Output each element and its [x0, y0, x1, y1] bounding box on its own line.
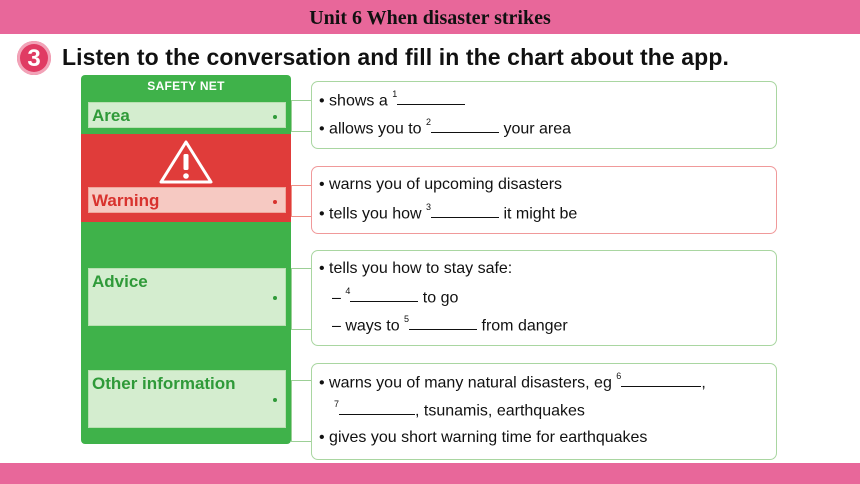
warning-line-2: • tells you how $^3$ it might be: [319, 202, 578, 223]
answer-blank-4[interactable]: [350, 289, 418, 302]
warning-line-1: • warns you of upcoming disasters: [319, 176, 563, 193]
exercise-instruction: Listen to the conversation and fill in the chart about the app.: [62, 44, 729, 70]
warning-triangle-icon: [158, 139, 214, 185]
advice-line-3: – ways to $^5$ from danger: [332, 314, 568, 335]
other-info-box: [311, 363, 777, 460]
answer-blank-1[interactable]: [397, 92, 465, 105]
area-line-1: • shows a $^1$: [319, 91, 465, 110]
section-warning-text: Warning: [92, 191, 160, 210]
advice-line-1: • tells you how to stay safe:: [319, 260, 513, 277]
connector-dot: [273, 296, 277, 300]
area-line-2: • allows you to $^2$ your area: [319, 117, 572, 138]
exercise-number-badge: [17, 41, 51, 75]
other-line-1: • warns you of many natural disasters, eg $^6$ ,: [319, 371, 706, 392]
area-info-box: [311, 81, 777, 149]
advice-info-box: [311, 250, 777, 346]
answer-blank-3[interactable]: [431, 205, 499, 218]
section-other-text: Other information: [92, 374, 236, 393]
other-line-3: • gives you short warning time for earthquakes: [319, 429, 648, 446]
app-name: SAFETY NET: [147, 79, 225, 93]
section-area-text: Area: [92, 106, 130, 125]
connector-advice: [291, 268, 312, 330]
section-other-label: [88, 370, 286, 428]
answer-blank-5[interactable]: [409, 317, 477, 330]
advice-line-2: – $^4$ to go: [332, 286, 459, 307]
unit-title: Unit 6 When disaster strikes: [309, 7, 551, 29]
connector-other: [291, 380, 312, 442]
warning-info-box: [311, 166, 777, 234]
answer-blank-7[interactable]: [339, 402, 415, 415]
section-area-label: [88, 102, 286, 128]
section-advice-label: [88, 268, 286, 326]
section-warning-label: [88, 187, 286, 213]
connector-dot: [273, 115, 277, 119]
connector-dot: [273, 398, 277, 402]
exercise-number: 3: [27, 45, 41, 72]
other-line-2: $^7$ , tsunamis, earthquakes: [334, 399, 585, 420]
app-panel: [81, 75, 291, 444]
header-bar: [0, 0, 860, 34]
answer-blank-6[interactable]: [621, 374, 701, 387]
answer-blank-2[interactable]: [431, 120, 499, 133]
connector-warning: [291, 185, 312, 217]
section-advice-text: Advice: [92, 272, 148, 291]
footer-bar: [0, 463, 860, 484]
connector-dot: [273, 200, 277, 204]
connector-area: [291, 100, 312, 132]
